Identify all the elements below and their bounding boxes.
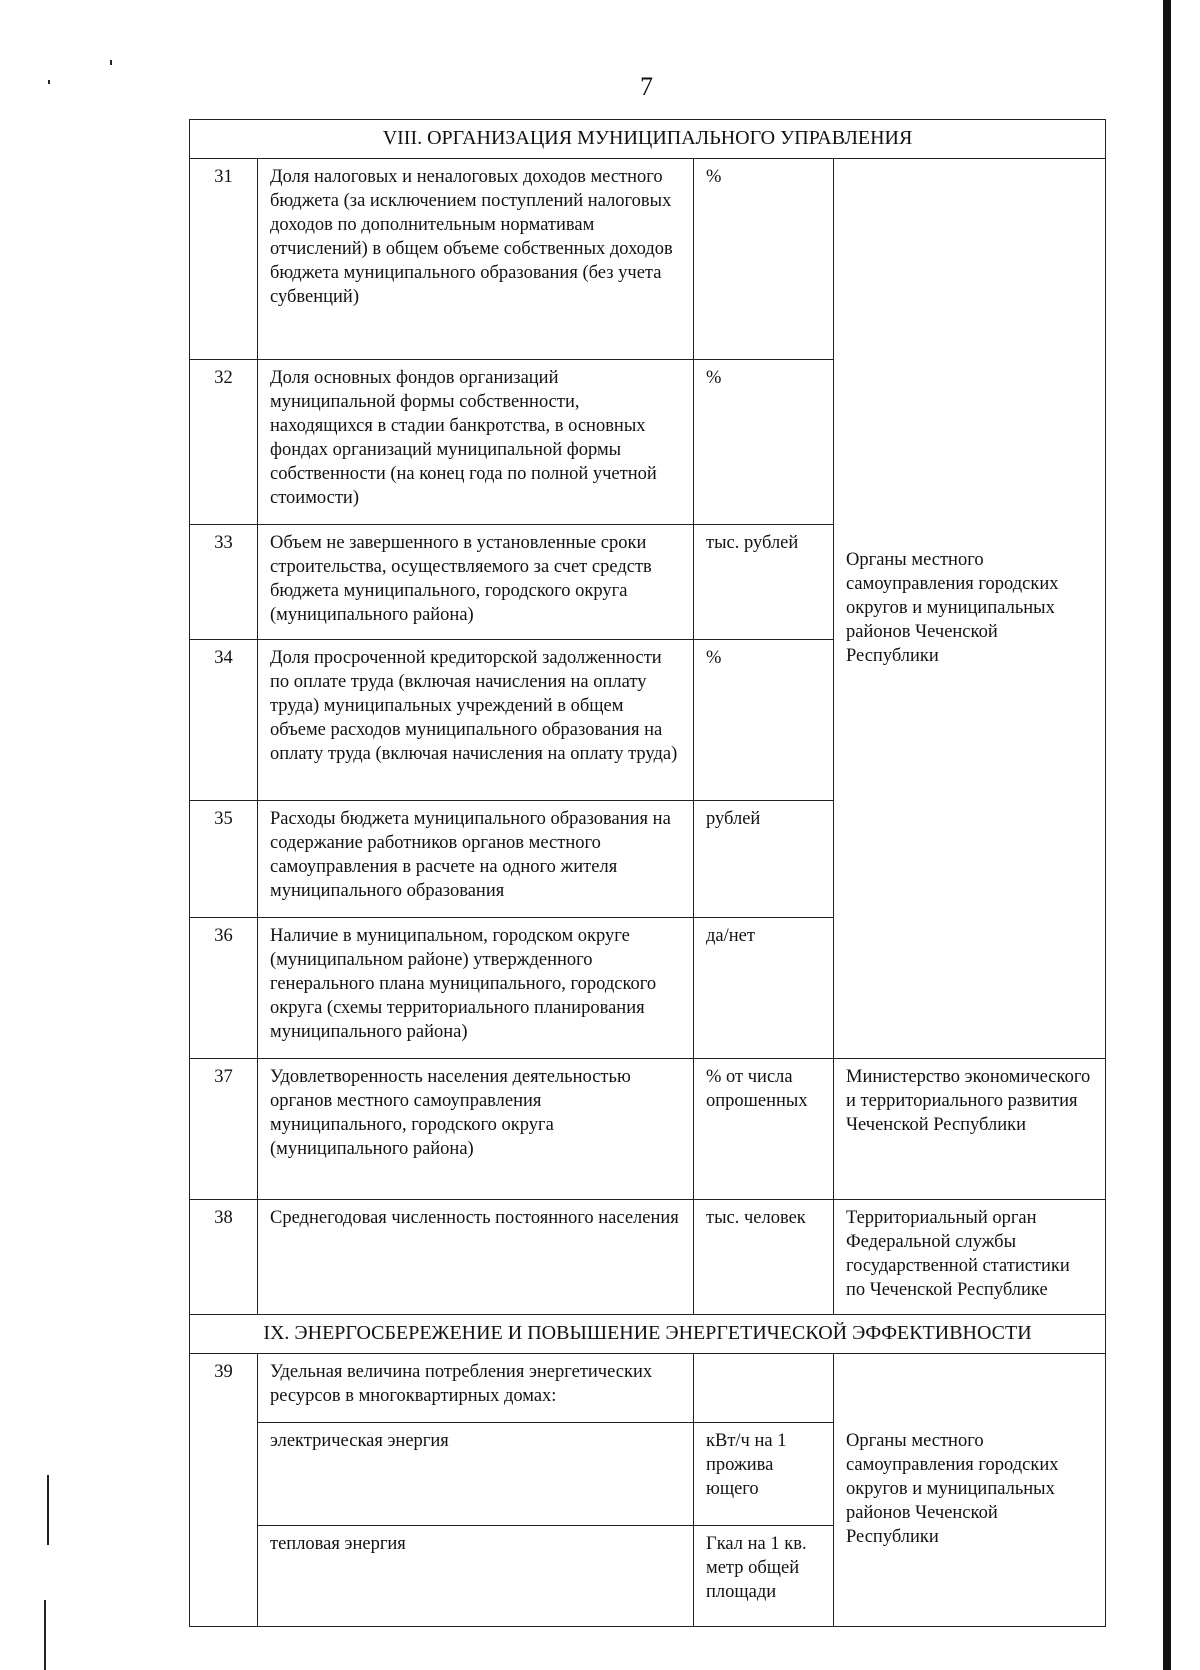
indicator-text: Удельная величина потребления энергетических ресурсов в многоквартирных домах: xyxy=(258,1354,694,1423)
section-header xyxy=(190,1315,1106,1354)
indicator-unit: % xyxy=(694,640,834,801)
row-number: 34 xyxy=(190,640,258,801)
indicator-text: Доля налоговых и неналоговых доходов местного бюджета (за исключением поступлений налоговых доходов по дополнительным нормативам отчислений) в общем объеме собственных доходов бюджета муниципального образования (без учета субвенций) xyxy=(258,159,694,360)
row-number: 39 xyxy=(190,1354,258,1627)
indicator-text: Доля основных фондов организаций муниципальной формы собственности, находящихся в стадии банкротства, в основных фондах организаций муниципальной формы собственности (на конец года по полной учетной стоимости) xyxy=(258,360,694,525)
row-number: 31 xyxy=(190,159,258,360)
section-title: IX. ЭНЕРГОСБЕРЕЖЕНИЕ И ПОВЫШЕНИЕ ЭНЕРГЕТИЧЕСКОЙ ЭФФЕКТИВНОСТИ xyxy=(190,1315,1106,1354)
scan-speck xyxy=(47,1475,49,1545)
indicator-unit: тыс. рублей xyxy=(694,525,834,640)
indicator-text: Доля просроченной кредиторской задолженности по оплате труда (включая начисления на оплату труда) муниципальных учреждений в общем объеме расходов муниципального образования на оплату труда (включая начисления на оплату труда) xyxy=(258,640,694,801)
row-number: 38 xyxy=(190,1200,258,1315)
page-number: 7 xyxy=(640,72,653,101)
responsible-body: Органы местного самоуправления городских округов и муниципальных районов Чеченской Республики xyxy=(834,1354,1106,1627)
indicator-unit: % xyxy=(694,159,834,360)
scan-speck xyxy=(110,60,112,65)
sub-indicator-unit: Гкал на 1 кв. метр общей площади xyxy=(694,1526,834,1627)
scan-speck xyxy=(48,80,50,84)
sub-indicator-text: электрическая энергия xyxy=(258,1423,694,1526)
indicator-text: Наличие в муниципальном, городском округе (муниципальном районе) утвержденного генерального плана муниципального, городского округа (схемы территориального планирования муниципального района) xyxy=(258,918,694,1059)
scan-binding-edge xyxy=(1163,0,1171,1670)
indicator-unit: % от числа опрошенных xyxy=(694,1059,834,1200)
indicator-unit: да/нет xyxy=(694,918,834,1059)
row-number: 36 xyxy=(190,918,258,1059)
indicator-text: Расходы бюджета муниципального образования на содержание работников органов местного самоуправления в расчете на одного жителя муниципального образования xyxy=(258,801,694,918)
indicator-unit: рублей xyxy=(694,801,834,918)
responsible-body: Органы местного самоуправления городских округов и муниципальных районов Чеченской Республики xyxy=(834,159,1106,1059)
table-row xyxy=(190,1200,1106,1315)
table-row xyxy=(190,1059,1106,1200)
indicator-unit: % xyxy=(694,360,834,525)
indicator-table xyxy=(189,119,1106,1627)
responsible-body: Министерство экономического и территориального развития Чеченской Республики xyxy=(834,1059,1106,1200)
indicator-unit xyxy=(694,1354,834,1423)
section-header xyxy=(190,120,1106,159)
indicator-text: Удовлетворенность населения деятельностью органов местного самоуправления муниципального, городского округа (муниципального района) xyxy=(258,1059,694,1200)
scan-speck xyxy=(44,1600,46,1670)
indicator-text: Объем не завершенного в установленные сроки строительства, осуществляемого за счет средств бюджета муниципального, городского округа (муниципального района) xyxy=(258,525,694,640)
row-number: 37 xyxy=(190,1059,258,1200)
row-number: 35 xyxy=(190,801,258,918)
sub-indicator-text: тепловая энергия xyxy=(258,1526,694,1627)
sub-indicator-unit: кВт/ч на 1 прожива ющего xyxy=(694,1423,834,1526)
row-number: 33 xyxy=(190,525,258,640)
indicator-text: Среднегодовая численность постоянного населения xyxy=(258,1200,694,1315)
responsible-body: Территориальный орган Федеральной службы государственной статистики по Чеченской Республике xyxy=(834,1200,1106,1315)
table-row xyxy=(190,159,1106,360)
section-title: VIII. ОРГАНИЗАЦИЯ МУНИЦИПАЛЬНОГО УПРАВЛЕНИЯ xyxy=(190,120,1106,159)
indicator-unit: тыс. человек xyxy=(694,1200,834,1315)
row-number: 32 xyxy=(190,360,258,525)
table-row xyxy=(190,1354,1106,1423)
